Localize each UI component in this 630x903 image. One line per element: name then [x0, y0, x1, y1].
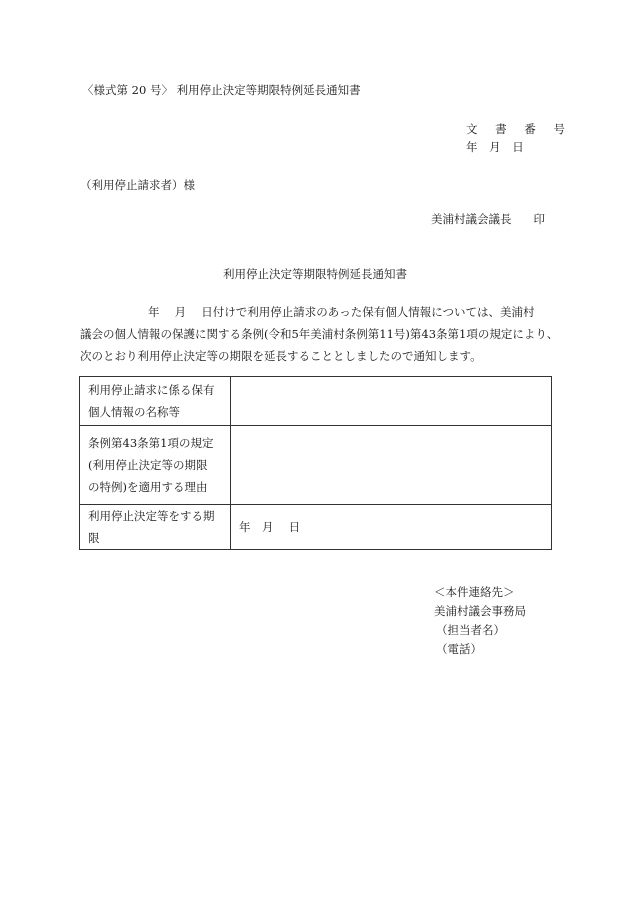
recipient: （利用停止請求者）様 — [80, 178, 195, 192]
body-paragraph — [80, 301, 559, 367]
row-label-line: の特例)を適用する理由 — [88, 480, 208, 494]
document-date-label: 年 月 日 — [466, 140, 528, 154]
contact-phone: （電話） — [436, 642, 482, 656]
row-label-line: 個人情報の名称等 — [88, 405, 180, 419]
row-label-line: (利用停止決定等の期限 — [88, 458, 208, 472]
contact-office: 美浦村議会事務局 — [434, 604, 526, 618]
row-value-info-name[interactable] — [231, 377, 552, 426]
body-line-2: 議会の個人情報の保護に関する条例(令和5年美浦村条例第11号)第43条第1項の規定により、 — [80, 327, 559, 341]
body-line-3: 次のとおり利用停止決定等の期限を延長することとしましたので通知します。 — [80, 349, 482, 363]
contact-block — [434, 583, 526, 659]
seal-mark: 印 — [533, 212, 545, 226]
row-value-reason[interactable] — [231, 426, 552, 505]
row-value-deadline[interactable]: 年 月 日 — [231, 505, 552, 550]
row-label-reason — [80, 426, 231, 505]
body-line-1: 年 月 日付けで利用停止請求のあった保有個人情報については、美浦村 — [148, 305, 535, 319]
row-label-line: 利用停止請求に係る保有 — [88, 383, 215, 397]
contact-person: （担当者名） — [436, 623, 505, 637]
document-number-label: 文 書 番 号 — [466, 122, 572, 136]
sender — [431, 211, 545, 227]
table-row-reason — [80, 426, 552, 505]
table-row-deadline — [80, 505, 552, 550]
form-header: 〈様式第 20 号〉 利用停止決定等期限特例延長通知書 — [82, 83, 361, 97]
row-label-line: 条例第43条第1項の規定 — [88, 436, 214, 450]
info-table — [79, 376, 552, 550]
contact-heading: ＜本件連絡先＞ — [434, 585, 515, 599]
sender-name: 美浦村議会議長 — [431, 212, 512, 226]
row-label-deadline: 利用停止決定等をする期限 — [80, 505, 231, 550]
document-title: 利用停止決定等期限特例延長通知書 — [223, 267, 407, 281]
row-label-info-name — [80, 377, 231, 426]
table-row-info-name — [80, 377, 552, 426]
